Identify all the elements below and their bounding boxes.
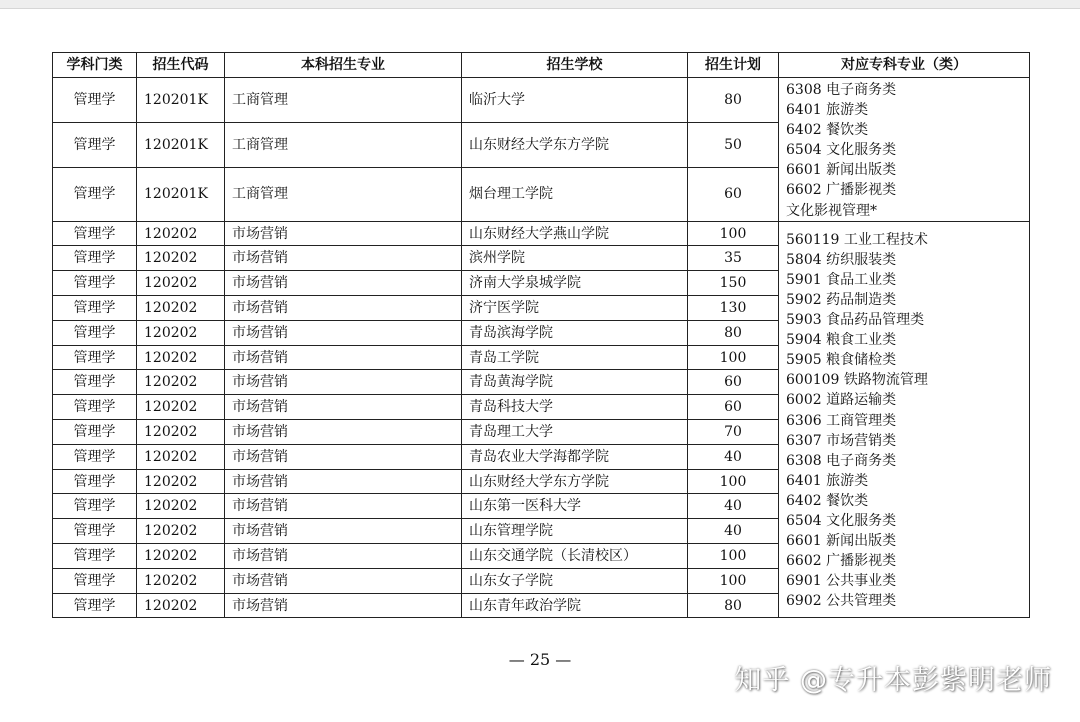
plan-cell: 100	[688, 544, 779, 569]
school-cell: 山东第一医科大学	[462, 494, 688, 519]
plan-cell: 35	[688, 246, 779, 271]
plan-cell: 150	[688, 271, 779, 296]
major-cell: 市场营销	[225, 320, 462, 345]
header-discipline: 学科门类	[53, 53, 137, 78]
code-cell: 120201K	[137, 78, 225, 123]
school-cell: 青岛科技大学	[462, 395, 688, 420]
table-row	[53, 78, 1030, 123]
school-cell: 山东女子学院	[462, 568, 688, 593]
plan-cell: 40	[688, 444, 779, 469]
school-cell: 青岛黄海学院	[462, 370, 688, 395]
related-major-item: 560119 工业工程技术	[786, 231, 928, 248]
related-major-item: 6901 公共事业类	[786, 573, 897, 590]
major-cell: 市场营销	[225, 593, 462, 618]
school-cell: 青岛农业大学海都学院	[462, 444, 688, 469]
related-major-item: 6902 公共管理类	[786, 593, 897, 610]
plan-cell: 40	[688, 519, 779, 544]
related-majors-cell	[779, 221, 1030, 618]
enrollment-plan-table	[52, 52, 1030, 618]
discipline-cell: 管理学	[53, 296, 137, 321]
discipline-cell: 管理学	[53, 320, 137, 345]
discipline-cell: 管理学	[53, 370, 137, 395]
header-related-majors: 对应专科专业（类）	[779, 53, 1030, 78]
major-cell: 市场营销	[225, 345, 462, 370]
related-major-item: 5901 食品工业类	[786, 271, 897, 288]
code-cell: 120202	[137, 271, 225, 296]
major-cell: 市场营销	[225, 444, 462, 469]
related-major-item: 6601 新闻出版类	[786, 533, 897, 550]
school-cell: 青岛理工大学	[462, 420, 688, 445]
school-cell: 青岛滨海学院	[462, 320, 688, 345]
major-cell: 市场营销	[225, 494, 462, 519]
major-cell: 市场营销	[225, 544, 462, 569]
code-cell: 120202	[137, 296, 225, 321]
plan-cell: 60	[688, 167, 779, 221]
related-major-item: 6602 广播影视类	[786, 182, 897, 199]
top-strip	[0, 0, 1080, 9]
major-cell: 市场营销	[225, 221, 462, 246]
header-plan: 招生计划	[688, 53, 779, 78]
school-cell: 济南大学泉城学院	[462, 271, 688, 296]
school-cell: 济宁医学院	[462, 296, 688, 321]
plan-cell: 60	[688, 370, 779, 395]
school-cell: 山东交通学院（长清校区）	[462, 544, 688, 569]
plan-cell: 60	[688, 395, 779, 420]
school-cell: 山东管理学院	[462, 519, 688, 544]
plan-cell: 130	[688, 296, 779, 321]
related-major-item: 6401 旅游类	[786, 472, 869, 489]
major-cell: 市场营销	[225, 568, 462, 593]
related-major-item: 6601 新闻出版类	[786, 162, 897, 179]
plan-cell: 100	[688, 345, 779, 370]
discipline-cell: 管理学	[53, 395, 137, 420]
table-body	[53, 78, 1030, 618]
discipline-cell: 管理学	[53, 78, 137, 123]
code-cell: 120201K	[137, 167, 225, 221]
plan-cell: 40	[688, 494, 779, 519]
code-cell: 120202	[137, 221, 225, 246]
related-major-item: 6602 广播影视类	[786, 553, 897, 570]
code-cell: 120202	[137, 444, 225, 469]
related-major-item: 6402 餐饮类	[786, 122, 869, 139]
discipline-cell: 管理学	[53, 469, 137, 494]
related-major-item: 5804 纺织服装类	[786, 251, 897, 268]
related-major-item: 5904 粮食工业类	[786, 332, 897, 349]
discipline-cell: 管理学	[53, 444, 137, 469]
related-major-item: 6307 市场营销类	[786, 432, 897, 449]
related-major-item: 6504 文化服务类	[786, 142, 897, 159]
discipline-cell: 管理学	[53, 420, 137, 445]
code-cell: 120202	[137, 568, 225, 593]
code-cell: 120202	[137, 320, 225, 345]
related-major-item: 6002 道路运输类	[786, 392, 897, 409]
major-cell: 市场营销	[225, 246, 462, 271]
table-row	[53, 221, 1030, 246]
school-cell: 山东青年政治学院	[462, 593, 688, 618]
code-cell: 120202	[137, 519, 225, 544]
code-cell: 120202	[137, 345, 225, 370]
major-cell: 市场营销	[225, 420, 462, 445]
plan-cell: 50	[688, 122, 779, 167]
code-cell: 120202	[137, 246, 225, 271]
code-cell: 120202	[137, 494, 225, 519]
plan-cell: 100	[688, 568, 779, 593]
code-cell: 120202	[137, 593, 225, 618]
discipline-cell: 管理学	[53, 494, 137, 519]
code-cell: 120202	[137, 395, 225, 420]
school-cell: 山东财经大学燕山学院	[462, 221, 688, 246]
related-major-item: 6306 工商管理类	[786, 412, 897, 429]
code-cell: 120202	[137, 420, 225, 445]
major-cell: 工商管理	[225, 78, 462, 123]
discipline-cell: 管理学	[53, 519, 137, 544]
related-major-item: 5905 粮食储检类	[786, 352, 897, 369]
major-cell: 市场营销	[225, 271, 462, 296]
discipline-cell: 管理学	[53, 167, 137, 221]
discipline-cell: 管理学	[53, 593, 137, 618]
plan-cell: 80	[688, 320, 779, 345]
school-cell: 山东财经大学东方学院	[462, 122, 688, 167]
related-major-item: 6401 旅游类	[786, 102, 869, 119]
discipline-cell: 管理学	[53, 568, 137, 593]
school-cell: 山东财经大学东方学院	[462, 469, 688, 494]
plan-cell: 80	[688, 593, 779, 618]
page-number: — 25 —	[508, 650, 572, 669]
major-cell: 市场营销	[225, 469, 462, 494]
related-major-item: 文化影视管理*	[786, 202, 877, 219]
major-cell: 市场营销	[225, 296, 462, 321]
discipline-cell: 管理学	[53, 544, 137, 569]
discipline-cell: 管理学	[53, 221, 137, 246]
related-major-item: 6308 电子商务类	[786, 452, 897, 469]
discipline-cell: 管理学	[53, 271, 137, 296]
school-cell: 滨州学院	[462, 246, 688, 271]
related-major-item: 5903 食品药品管理类	[786, 312, 925, 329]
plan-cell: 70	[688, 420, 779, 445]
discipline-cell: 管理学	[53, 246, 137, 271]
major-cell: 工商管理	[225, 167, 462, 221]
school-cell: 青岛工学院	[462, 345, 688, 370]
watermark: 知乎 @专升本彭紫明老师	[734, 665, 1052, 696]
related-major-item: 5902 药品制造类	[786, 291, 897, 308]
school-cell: 烟台理工学院	[462, 167, 688, 221]
plan-cell: 100	[688, 469, 779, 494]
major-cell: 市场营销	[225, 519, 462, 544]
code-cell: 120202	[137, 370, 225, 395]
code-cell: 120202	[137, 469, 225, 494]
related-majors-cell	[779, 78, 1030, 222]
related-major-item: 6308 电子商务类	[786, 82, 897, 98]
discipline-cell: 管理学	[53, 345, 137, 370]
header-school: 招生学校	[462, 53, 688, 78]
major-cell: 市场营销	[225, 395, 462, 420]
related-major-item: 600109 铁路物流管理	[786, 372, 928, 389]
related-major-item: 6402 餐饮类	[786, 492, 869, 509]
plan-cell: 100	[688, 221, 779, 246]
plan-cell: 80	[688, 78, 779, 123]
code-cell: 120201K	[137, 122, 225, 167]
major-cell: 工商管理	[225, 122, 462, 167]
major-cell: 市场营销	[225, 370, 462, 395]
code-cell: 120202	[137, 544, 225, 569]
table-header-row	[53, 53, 1030, 78]
header-code: 招生代码	[137, 53, 225, 78]
school-cell: 临沂大学	[462, 78, 688, 123]
header-major: 本科招生专业	[225, 53, 462, 78]
discipline-cell: 管理学	[53, 122, 137, 167]
related-major-item: 6504 文化服务类	[786, 512, 897, 529]
